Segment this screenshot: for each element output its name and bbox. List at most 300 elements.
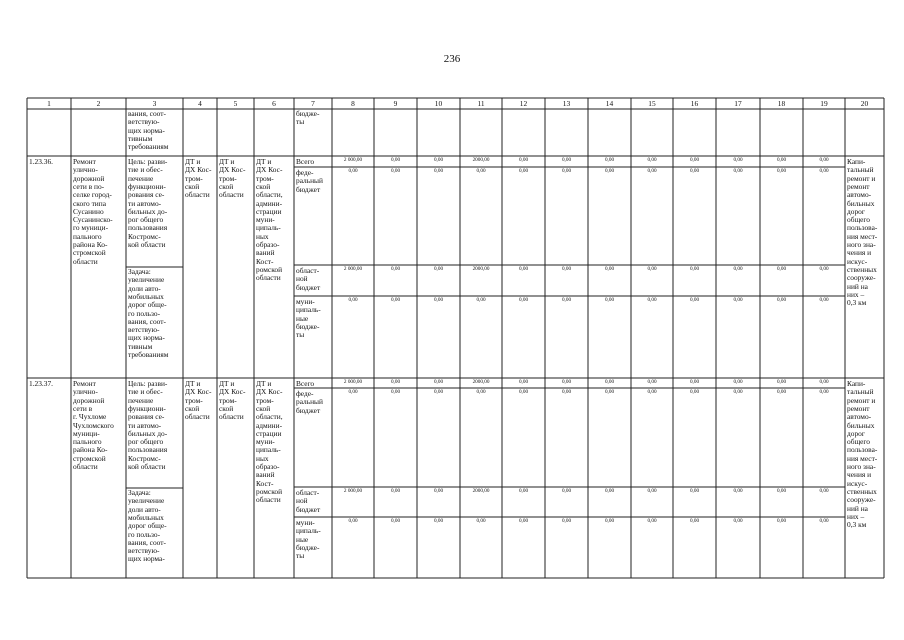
- column-header: 18: [777, 99, 786, 108]
- amount-value: 0,00: [689, 266, 700, 272]
- carry-text: вания, соот-: [128, 109, 166, 118]
- expected-result: 0,3 км: [847, 298, 867, 308]
- funding-source: бюджет: [296, 405, 321, 415]
- funding-source: феде-: [296, 168, 314, 177]
- amount-value: 0,00: [476, 297, 486, 303]
- funding-source: ральный: [296, 397, 323, 407]
- column-header: 4: [198, 99, 202, 108]
- entry-name: стромской: [73, 248, 106, 258]
- entry-name: Сусанино: [73, 206, 104, 216]
- entry-goal: ти автомо-: [128, 420, 162, 430]
- amount-value: 0,00: [776, 266, 787, 272]
- entry-name: района Ко-: [73, 240, 108, 249]
- amount-value: 0,00: [561, 266, 572, 272]
- amount-value: 0,00: [733, 297, 743, 303]
- entry-task: вания, соот-: [128, 316, 166, 326]
- amount-value: 0,00: [689, 168, 700, 174]
- funding-source: Всего: [296, 379, 315, 388]
- funding-source: ной: [296, 274, 308, 284]
- entry-task: вания, соот-: [128, 537, 166, 547]
- amount-value: 0,00: [348, 297, 358, 303]
- funding-source: бюджет: [296, 504, 321, 514]
- amount-value: 0,00: [561, 488, 572, 494]
- entry-task: требованиям: [128, 350, 169, 359]
- amount-value: 0,00: [819, 488, 829, 494]
- executor: ской: [185, 181, 200, 191]
- entry-task: щих норма-: [128, 554, 165, 564]
- entry-name: го муници-: [73, 223, 109, 233]
- amount-value: 0,00: [819, 389, 829, 395]
- expected-result: сооруже-: [847, 273, 876, 283]
- amount-value: 0,00: [604, 518, 615, 524]
- funding-source: област-: [296, 266, 320, 275]
- entry-name: муници-: [73, 428, 100, 438]
- executor: Кост-: [256, 478, 274, 488]
- amount-value: 2000,00: [472, 379, 490, 385]
- entry-goal: печение: [128, 173, 154, 183]
- amount-value: 0,00: [518, 488, 529, 494]
- executor: админи-: [256, 198, 283, 208]
- amount-value: 0,00: [689, 389, 700, 395]
- expected-result: искус-: [847, 256, 868, 266]
- expected-result: них –: [847, 289, 865, 299]
- column-header: 6: [272, 99, 276, 108]
- amount-value: 0,00: [604, 168, 615, 174]
- amount-value: 0,00: [348, 518, 358, 524]
- entry-name: улично-: [73, 165, 98, 175]
- amount-value: 0,00: [433, 266, 444, 272]
- expected-result: ний на: [847, 281, 868, 291]
- amount-value: 0,00: [433, 488, 444, 494]
- funding-source: ные: [296, 534, 309, 544]
- amount-value: 0,00: [390, 488, 401, 494]
- executor: ципаль-: [256, 223, 281, 233]
- funding-source: бюдже-: [296, 542, 320, 552]
- executor: области: [256, 495, 281, 505]
- expected-result: автомо-: [847, 412, 872, 422]
- entry-task: го пользо-: [128, 529, 161, 539]
- entry-name: улично-: [73, 387, 98, 397]
- entry-name: пального: [73, 437, 102, 447]
- funding-source: ты: [296, 330, 305, 340]
- entry-name: района Ко-: [73, 445, 108, 455]
- amount-value: 0,00: [776, 157, 787, 163]
- amount-value: 0,00: [647, 379, 657, 385]
- amount-value: 0,00: [776, 518, 787, 524]
- amount-value: 0,00: [348, 389, 358, 395]
- expected-result: ремонт и: [847, 173, 876, 183]
- entry-goal: кой области: [128, 462, 166, 471]
- executor: области,: [256, 190, 283, 200]
- entry-name: Чухломского: [73, 420, 114, 430]
- amount-value: 0,00: [390, 389, 401, 395]
- entry-task: увеличение: [128, 275, 165, 285]
- expected-result: ного зна-: [847, 462, 876, 471]
- amount-value: 0,00: [390, 168, 401, 174]
- executor: образо-: [256, 240, 280, 249]
- amount-value: 0,00: [689, 157, 700, 163]
- expected-result: пользова-: [847, 445, 878, 455]
- entry-task: го пользо-: [128, 308, 161, 318]
- entry-goal: тие и обес-: [128, 165, 163, 175]
- executor: ДХ Кос-: [219, 387, 246, 397]
- expected-result: чения и: [847, 470, 872, 480]
- entry-task: Задача:: [128, 488, 151, 497]
- funding-source: феде-: [296, 389, 314, 398]
- entry-goal: пользования: [128, 445, 168, 455]
- column-header: 9: [393, 99, 398, 108]
- entry-name: селке город-: [73, 190, 112, 200]
- amount-value: 0,00: [689, 379, 700, 385]
- executor: ской: [219, 181, 234, 191]
- executor: ДТ и: [256, 379, 272, 388]
- amount-value: 0,00: [433, 157, 444, 163]
- expected-result: тальный: [847, 387, 874, 397]
- amount-value: 0,00: [819, 297, 829, 303]
- funding-source: бюдже-: [296, 321, 320, 331]
- executor: тром-: [185, 173, 203, 183]
- funding-source: ральный: [296, 176, 323, 186]
- amount-value: 0,00: [733, 266, 743, 272]
- executor: ДТ и: [219, 157, 235, 166]
- expected-result: искус-: [847, 478, 868, 488]
- expected-result: ремонт: [847, 181, 870, 191]
- amount-value: 0,00: [604, 379, 615, 385]
- amount-value: 0,00: [561, 157, 572, 163]
- amount-value: 0,00: [733, 168, 743, 174]
- column-header: 11: [477, 99, 485, 108]
- entry-task: Задача:: [128, 267, 151, 276]
- expected-result: ния мест-: [847, 231, 878, 241]
- column-header: 19: [820, 99, 828, 108]
- amount-value: 2 000,00: [343, 379, 363, 385]
- executor: страции: [256, 428, 282, 438]
- executor: ДХ Кос-: [185, 165, 212, 175]
- entry-name: Сусанинско-: [73, 215, 113, 225]
- expected-result: ственных: [847, 486, 877, 496]
- carry-text: требованиям: [128, 142, 169, 152]
- amount-value: 0,00: [518, 379, 529, 385]
- amount-value: 0,00: [433, 518, 444, 524]
- column-header: 20: [860, 99, 869, 108]
- executor: ваний: [256, 248, 275, 258]
- executor: области: [219, 412, 244, 422]
- executor: ДТ и: [219, 379, 235, 388]
- executor: тром-: [256, 173, 274, 183]
- amount-value: 0,00: [647, 266, 657, 272]
- executor: тром-: [256, 395, 274, 405]
- amount-value: 0,00: [647, 157, 657, 163]
- amount-value: 0,00: [819, 266, 829, 272]
- carry-text: щих норма-: [128, 125, 165, 135]
- column-header: 3: [152, 99, 157, 108]
- executor: ской: [256, 181, 271, 191]
- amount-value: 0,00: [390, 379, 401, 385]
- entry-task: тивным: [128, 341, 153, 351]
- amount-value: 0,00: [561, 379, 572, 385]
- amount-value: 0,00: [604, 488, 615, 494]
- column-header: 1: [47, 99, 51, 108]
- amount-value: 0,00: [518, 389, 529, 395]
- amount-value: 0,00: [733, 157, 743, 163]
- funding-source: Всего: [296, 157, 315, 166]
- expected-result: общего: [847, 215, 870, 225]
- expected-result: бильных: [847, 420, 875, 430]
- executor: образо-: [256, 462, 280, 471]
- entry-task: дорог обще-: [128, 521, 167, 531]
- expected-result: Капи-: [847, 157, 866, 166]
- funding-source: ной: [296, 496, 308, 506]
- funding-source: ные: [296, 313, 309, 323]
- carry-text: бюдже-: [296, 109, 320, 118]
- entry-goal: рования се-: [128, 412, 165, 422]
- column-header: 13: [562, 99, 571, 108]
- executor: области: [185, 190, 210, 200]
- amount-value: 2 000,00: [343, 266, 363, 272]
- executor: ромской: [256, 486, 283, 496]
- entry-task: ветствую-: [128, 325, 160, 335]
- entry-goal: Цель: разви-: [128, 379, 168, 388]
- column-header: 7: [311, 99, 315, 108]
- entry-task: доли авто-: [128, 283, 161, 293]
- amount-value: 0,00: [776, 168, 787, 174]
- expected-result: общего: [847, 437, 870, 447]
- executor: муни-: [256, 215, 275, 225]
- column-header: 10: [434, 99, 443, 108]
- executor: страции: [256, 206, 282, 216]
- entry-name: Ремонт: [73, 379, 96, 388]
- entry-goal: функциони-: [128, 403, 166, 413]
- executor: ДХ Кос-: [256, 165, 283, 175]
- entry-goal: пользования: [128, 223, 168, 233]
- entry-name: сети в по-: [73, 181, 105, 191]
- entry-task: мобильных: [128, 291, 164, 301]
- entry-code: 1.23.36.: [29, 157, 54, 166]
- amount-value: 0,00: [776, 297, 787, 303]
- entry-name: ского типа: [73, 198, 107, 208]
- amount-value: 0,00: [647, 168, 657, 174]
- executor: ской: [256, 403, 271, 413]
- executor: ДТ и: [185, 157, 201, 166]
- executor: ДХ Кос-: [219, 165, 246, 175]
- entry-goal: тие и обес-: [128, 387, 163, 397]
- amount-value: 0,00: [819, 518, 829, 524]
- entry-name: пального: [73, 231, 102, 241]
- expected-result: ремонт и: [847, 395, 876, 405]
- funding-source: муни-: [296, 518, 315, 527]
- amount-value: 0,00: [433, 389, 444, 395]
- expected-result: них –: [847, 511, 865, 521]
- entry-name: дорожной: [73, 395, 105, 405]
- amount-value: 0,00: [733, 488, 743, 494]
- amount-value: 0,00: [776, 488, 787, 494]
- amount-value: 0,00: [476, 168, 486, 174]
- amount-value: 0,00: [518, 518, 529, 524]
- amount-value: 0,00: [689, 297, 700, 303]
- entry-task: дорог обще-: [128, 300, 167, 310]
- executor: ДТ и: [185, 379, 201, 388]
- column-header: 15: [648, 99, 656, 108]
- funding-source: ты: [296, 551, 305, 561]
- entry-task: щих норма-: [128, 333, 165, 343]
- entry-goal: Костромс-: [128, 453, 161, 463]
- expected-result: бильных: [847, 198, 875, 208]
- executor: ДТ и: [256, 157, 272, 166]
- executor: админи-: [256, 420, 283, 430]
- amount-value: 0,00: [647, 518, 657, 524]
- executor: области: [256, 273, 281, 283]
- amount-value: 0,00: [433, 168, 444, 174]
- expected-result: пользова-: [847, 223, 878, 233]
- amount-value: 0,00: [647, 297, 657, 303]
- amount-value: 0,00: [604, 266, 615, 272]
- expected-result: тальный: [847, 165, 874, 175]
- amount-value: 0,00: [604, 157, 615, 163]
- entry-goal: кой области: [128, 240, 166, 249]
- amount-value: 0,00: [561, 389, 572, 395]
- executor: ных: [256, 453, 269, 463]
- entry-goal: рог общего: [128, 437, 164, 447]
- amount-value: 0,00: [561, 518, 572, 524]
- entry-task: доли авто-: [128, 504, 161, 514]
- amount-value: 0,00: [647, 389, 657, 395]
- amount-value: 0,00: [689, 518, 700, 524]
- amount-value: 0,00: [776, 379, 787, 385]
- executor: тром-: [219, 173, 237, 183]
- column-header: 12: [519, 99, 528, 108]
- amount-value: 0,00: [518, 157, 529, 163]
- entry-goal: бильных до-: [128, 206, 168, 216]
- amount-value: 0,00: [819, 168, 829, 174]
- amount-value: 2 000,00: [343, 488, 363, 494]
- entry-name: дорожной: [73, 173, 105, 183]
- executor: Кост-: [256, 256, 274, 266]
- executor: муни-: [256, 437, 275, 447]
- entry-task: ветствую-: [128, 546, 160, 556]
- entry-goal: рог общего: [128, 215, 164, 225]
- funding-source: муни-: [296, 297, 315, 306]
- executor: области,: [256, 412, 283, 422]
- amount-value: 0,00: [776, 389, 787, 395]
- page-number: 236: [443, 53, 461, 65]
- entry-name: г. Чухломе: [73, 412, 107, 422]
- executor: ваний: [256, 470, 275, 480]
- executor: области: [185, 412, 210, 422]
- executor: ных: [256, 231, 269, 241]
- entry-code: 1.23.37.: [29, 379, 54, 388]
- entry-name: области: [73, 256, 98, 266]
- funding-source: ципаль-: [296, 526, 321, 536]
- entry-name: области: [73, 462, 98, 471]
- expected-result: ственных: [847, 264, 877, 274]
- column-header: 16: [690, 99, 699, 108]
- entry-goal: печение: [128, 395, 154, 405]
- amount-value: 0,00: [604, 297, 615, 303]
- expected-result: Капи-: [847, 379, 866, 388]
- funding-source: бюджет: [296, 184, 321, 194]
- entry-task: увеличение: [128, 496, 165, 506]
- entry-task: мобильных: [128, 512, 164, 522]
- executor: тром-: [185, 395, 203, 405]
- carry-text: ветствую-: [128, 117, 160, 127]
- amount-value: 0,00: [561, 168, 572, 174]
- funding-source: ципаль-: [296, 305, 321, 315]
- executor: ской: [185, 403, 200, 413]
- carry-text: тивным: [128, 133, 153, 143]
- amount-value: 0,00: [390, 266, 401, 272]
- funding-source: бюджет: [296, 282, 321, 292]
- amount-value: 0,00: [433, 379, 444, 385]
- entry-goal: рования се-: [128, 190, 165, 200]
- column-header: 5: [233, 99, 238, 108]
- amount-value: 0,00: [476, 389, 486, 395]
- amount-value: 0,00: [733, 389, 743, 395]
- executor: области: [219, 190, 244, 200]
- entry-name: Ремонт: [73, 157, 96, 166]
- executor: ромской: [256, 264, 283, 274]
- amount-value: 0,00: [561, 297, 572, 303]
- amount-value: 0,00: [476, 518, 486, 524]
- executor: ДХ Кос-: [256, 387, 283, 397]
- amount-value: 2000,00: [472, 157, 490, 163]
- executor: тром-: [219, 395, 237, 405]
- amount-value: 0,00: [390, 518, 401, 524]
- entry-name: стромской: [73, 453, 106, 463]
- entry-name: сети в: [73, 403, 93, 413]
- expected-result: ремонт: [847, 403, 870, 413]
- carry-text: ты: [296, 117, 305, 127]
- amount-value: 0,00: [733, 518, 743, 524]
- expected-result: дорог: [847, 428, 865, 438]
- expected-result: 0,3 км: [847, 520, 867, 530]
- expected-result: автомо-: [847, 190, 872, 200]
- entry-goal: бильных до-: [128, 428, 168, 438]
- amount-value: 2000,00: [472, 266, 490, 272]
- expected-result: сооруже-: [847, 495, 876, 505]
- entry-goal: Костромс-: [128, 231, 161, 241]
- column-header: 17: [734, 99, 742, 108]
- executor: ДХ Кос-: [185, 387, 212, 397]
- amount-value: 0,00: [390, 297, 401, 303]
- expected-result: чения и: [847, 248, 872, 258]
- executor: ципаль-: [256, 445, 281, 455]
- amount-value: 0,00: [689, 488, 700, 494]
- funding-source: област-: [296, 488, 320, 497]
- amount-value: 0,00: [518, 297, 529, 303]
- column-header: 2: [96, 99, 101, 108]
- amount-value: 2000,00: [472, 488, 490, 494]
- column-header: 14: [605, 99, 614, 108]
- amount-value: 0,00: [604, 389, 615, 395]
- amount-value: 0,00: [819, 379, 829, 385]
- entry-goal: функциони-: [128, 181, 166, 191]
- expected-result: дорог: [847, 206, 865, 216]
- expected-result: ния мест-: [847, 453, 878, 463]
- amount-value: 0,00: [518, 266, 529, 272]
- amount-value: 0,00: [348, 168, 358, 174]
- expected-result: ний на: [847, 503, 868, 513]
- amount-value: 0,00: [647, 488, 657, 494]
- expected-result: ного зна-: [847, 240, 876, 249]
- executor: ской: [219, 403, 234, 413]
- column-header: 8: [351, 99, 355, 108]
- amount-value: 0,00: [390, 157, 401, 163]
- amount-value: 0,00: [518, 168, 529, 174]
- amount-value: 0,00: [819, 157, 829, 163]
- amount-value: 2 000,00: [343, 157, 363, 163]
- entry-goal: ти автомо-: [128, 198, 162, 208]
- amount-value: 0,00: [733, 379, 743, 385]
